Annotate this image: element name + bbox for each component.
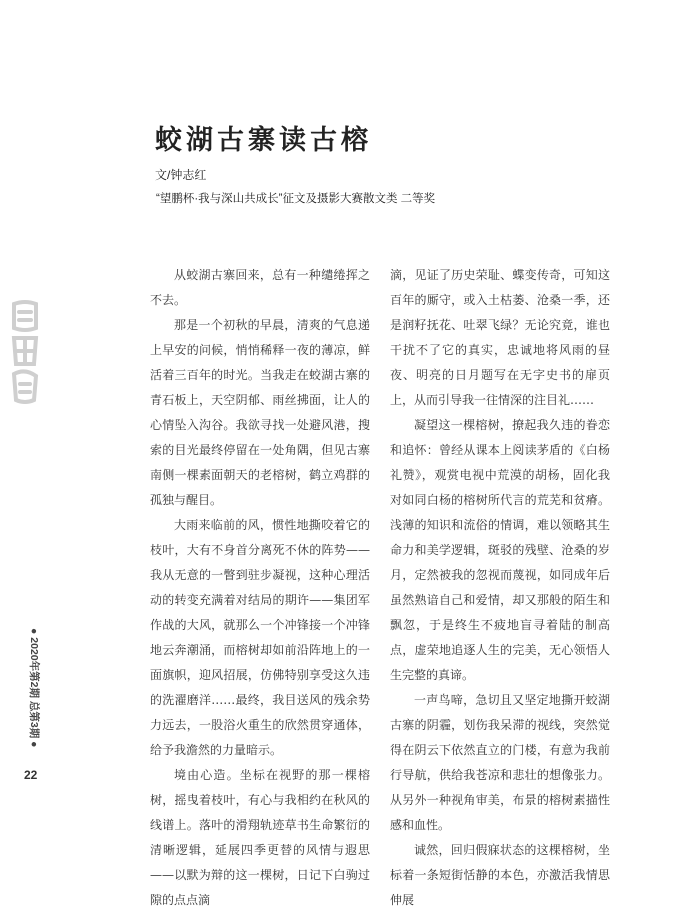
page-title: 蛟湖古寨读古榕	[155, 125, 372, 156]
seal-logo-icon	[8, 298, 42, 406]
issue-text: 2020年第2期 总第3期	[28, 637, 40, 739]
page-number: 22	[24, 768, 38, 782]
paragraph: 凝望这一棵榕树，撩起我久违的眷恋和追怀：曾经从课本上阅读茅盾的《白杨礼赞》，观赏电视中荒漠的胡杨，固化我对如同白杨的榕树所代言的荒芜和贫瘠。浅薄的知识和流俗的情调，难以领略其生命力和美学逻辑，斑驳的残壁、沧桑的岁月，定然被我的忽视而蔑视，如同成年后虽然熟谙自己和爱情，却又那般的陌生和飘忽，于是终生不疲地盲寻着陆的制高点，虚荣地追逐人生的完美，无心领悟人生完整的真谛。	[390, 418, 610, 682]
paragraph: 从蛟湖古寨回来，总有一种缱绻挥之不去。	[150, 268, 370, 307]
paragraph: 大雨来临前的风，惯性地撕咬着它的枝叶，大有不身首分离死不休的阵势——我从无意的一瞥到驻步凝视，这种心理活动的转变充满着对结局的期许——集团军作战的大风，就那么一个冲锋接一个冲锋地云奔潮涌，而榕树却如前沿阵地上的一面旗帜，迎风招展，仿佛特别享受这久违的洗濯磨洋……最终，我目送风的残余势力远去，一股浴火重生的欣然贯穿通体，给予我澹然的力量暗示。	[150, 518, 370, 757]
paragraph: 那是一个初秋的早晨，清爽的气息递上早安的问候，悄悄稀释一夜的薄凉，鲜活着三百年的时光。当我走在蛟湖古寨的青石板上，天空阴郁、雨丝拂面，让人的心情坠入沟谷。我欲寻找一处避风港，搜索的目光最终停留在一处角隅，但见古寨南侧一棵素面朝天的老榕树，鹤立鸡群的孤独与醒目。	[150, 318, 370, 507]
paragraph: 诚然，回归假寐状态的这棵榕树，坐标着一条短街恬静的本色，亦激活我情思伸展	[390, 843, 610, 907]
award-subtitle: “望鹏杯·我与深山共成长”征文及摄影大赛散文类 二等奖	[156, 193, 436, 205]
author-byline: 文/钟志红	[155, 168, 207, 182]
paragraph: 境由心造。坐标在视野的那一棵榕树，摇曳着枝叶，有心与我相约在秋风的线谱上。落叶的滑翔轨迹草书生命繁衍的清晰逻辑，延展四季更替的风情与遐思——以默为辩的这一棵树，日记下白驹过隙的点点滴	[150, 768, 370, 907]
left-column	[150, 263, 370, 913]
issue-label: ● 2020年第2期 总第3期 ●	[28, 628, 40, 748]
right-column	[390, 263, 610, 913]
paragraph-continuation: 滴，见证了历史荣耻、蝶变传奇，可知这百年的厮守，或入土枯萎、沧桑一季，还是润籽抚花、吐翠飞绿？无论究竟，谁也干扰不了它的真实，忠诚地将风雨的昼夜、明亮的日月题写在无字史书的扉页上，从而引导我一往情深的注目礼……	[390, 268, 610, 407]
paragraph: 一声鸟啼，急切且又坚定地撕开蛟湖古寨的阴霾，划伤我呆滞的视线，突然觉得在阴云下依然直立的门楼，有意为我前行导航，供给我苍凉和悲壮的想像张力。从另外一种视角审美，布景的榕树素描性感和血性。	[390, 693, 610, 832]
